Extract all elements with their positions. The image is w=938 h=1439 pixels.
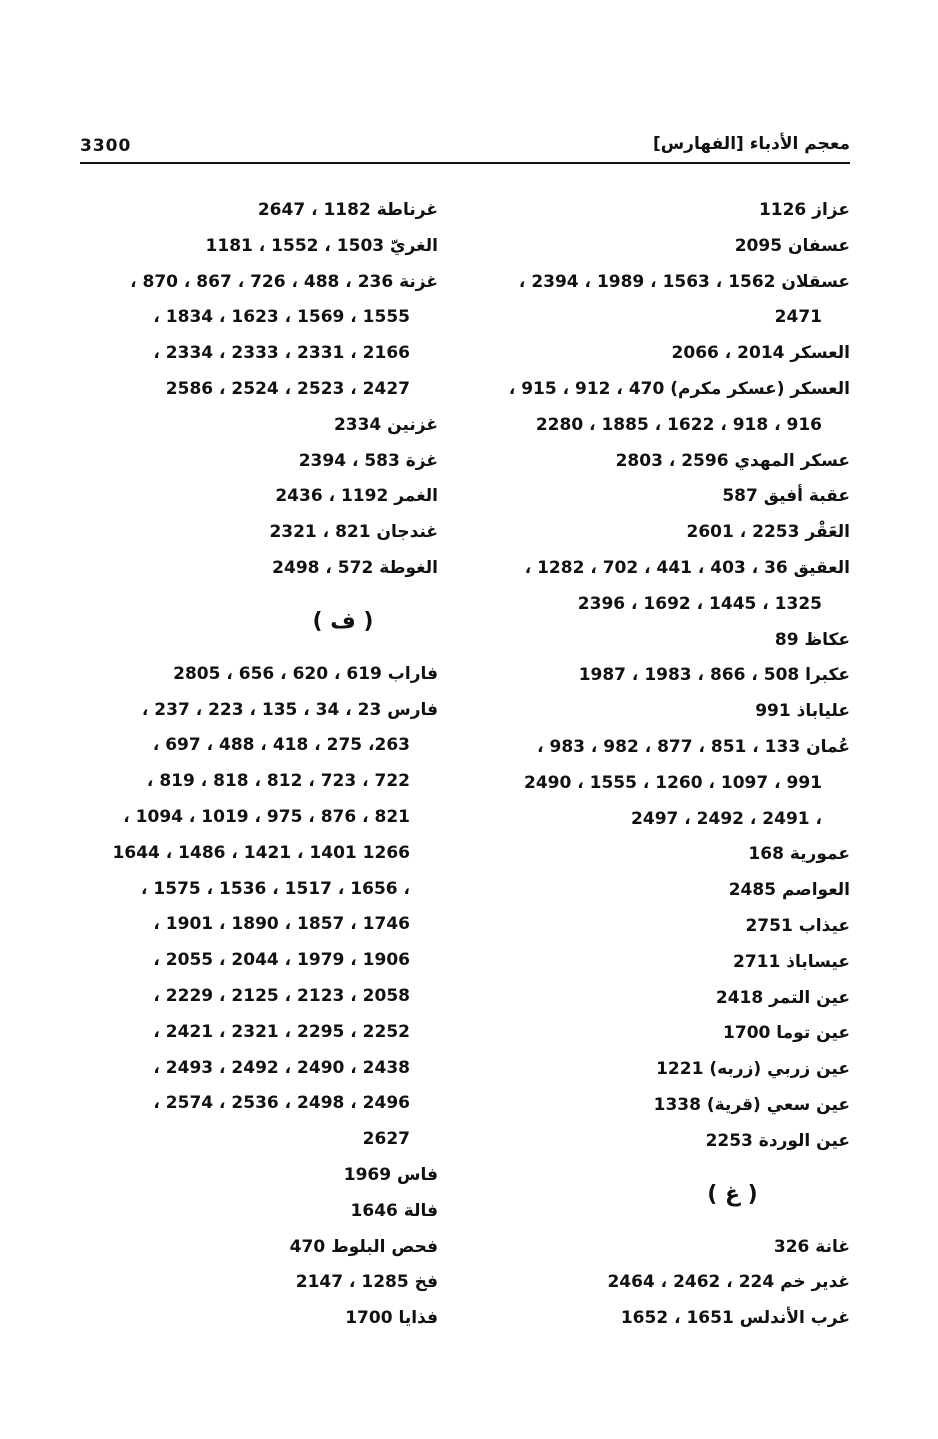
index-entry: عمورية 168 [748,844,850,865]
index-entry: فاراب 619 ، 620 ، 656 ، 2805 [173,663,438,684]
index-entry-continuation: 2438 ، 2490 ، 2492 ، 2493 ، [153,1057,410,1078]
index-entry: فالة 1646 [350,1200,438,1221]
index-entry: غرب الأندلس 1651 ، 1652 [620,1308,850,1329]
header-rule [80,162,850,164]
index-entry: غزة 583 ، 2394 [298,450,438,471]
index-entry: فحص البلوط 470 [289,1236,438,1257]
index-entry: عزاز 1126 [758,200,850,220]
index-entry-continuation: 1906 ، 1979 ، 2044 ، 2055 ، [153,950,410,971]
index-entry: علياباذ 991 [755,701,850,722]
index-entry: فاس 1969 [343,1164,438,1185]
index-entry: غزنة 236 ، 488 ، 726 ، 867 ، 870 ، [130,271,438,292]
index-entry-continuation: 916 ، 918 ، 1622 ، 1885 ، 2280 [535,414,822,435]
index-entry: عين التمر 2418 [715,987,850,1008]
index-entry-continuation: 2058 ، 2123 ، 2125 ، 2229 ، [153,985,410,1006]
index-entry: عقبة أفيق 587 [722,486,850,507]
index-entry-continuation: 1555 ، 1569 ، 1623 ، 1834 ، [153,307,410,328]
section-heading-fa: ( ف ) [312,608,374,634]
index-entry: عين زربي (زربه) 1221 [656,1059,850,1080]
index-entry-continuation: 1266 1401 ، 1421 ، 1486 ، 1644 [112,842,410,863]
index-entry: العقيق 36 ، 403 ، 441 ، 702 ، 1282 ، [524,557,850,578]
index-entry-continuation: ، 2491 ، 2492 ، 2497 [631,808,822,829]
index-entry: فخ 1285 ، 2147 [295,1272,438,1293]
index-entry: غندجان 821 ، 2321 [269,522,438,543]
index-entry: العواصم 2485 [728,880,850,901]
index-column-right [495,193,850,1337]
index-entry: العَقْر 2253 ، 2601 [686,522,850,543]
index-entry: غرناطة 1182 ، 2647 [257,200,438,220]
index-entry: عسكر المهدي 2596 ، 2803 [615,450,850,471]
index-entry-continuation: 263، 275 ، 418 ، 488 ، 697 ، [152,735,410,756]
index-entry: العسكر (عسكر مكرم) 470 ، 912 ، 915 ، [508,378,850,399]
index-entry: غدير خم 224 ، 2462 ، 2464 [607,1272,850,1293]
index-entry-continuation: 2427 ، 2523 ، 2524 ، 2586 [165,378,410,399]
index-entry-continuation: ، 1656 ، 1517 ، 1536 ، 1575 ، [141,878,410,899]
index-entry: عين الوردة 2253 [705,1130,850,1151]
index-entry-continuation: 2496 ، 2498 ، 2536 ، 2574 ، [153,1093,410,1114]
index-entry-continuation: 2166 ، 2331 ، 2333 ، 2334 ، [153,343,410,364]
index-entry: عيساباذ 2711 [733,951,850,972]
index-entry-continuation: 1325 ، 1445 ، 1692 ، 2396 [577,593,822,614]
index-entry-continuation: 722 ، 723 ، 812 ، 818 ، 819 ، [146,771,410,792]
index-entry: الغوطة 572 ، 2498 [272,557,438,578]
index-entry-continuation: 2627 [362,1129,410,1150]
index-entry-continuation: 2471 [774,307,822,328]
index-entry: الغمر 1192 ، 2436 [275,486,438,507]
index-entry: عكبرا 508 ، 866 ، 1983 ، 1987 [578,665,850,686]
index-entry-continuation: 1746 ، 1857 ، 1890 ، 1901 ، [153,914,410,935]
index-entry: عسقلان 1562 ، 1563 ، 1989 ، 2394 ، [518,271,850,292]
index-entry: فذايا 1700 [345,1308,438,1329]
index-entry: العسكر 2014 ، 2066 [671,343,850,364]
index-entry-continuation: 821 ، 876 ، 975 ، 1019 ، 1094 ، [123,806,410,827]
index-entry: غزنين 2334 [333,414,438,435]
index-entry: عيذاب 2751 [745,915,850,936]
book-title: معجم الأدباء [الفهارس] [652,134,850,154]
section-heading-ghain: ( غ ) [707,1181,758,1207]
index-entry: عين توما 1700 [723,1023,850,1044]
index-entry: غانة 326 [773,1236,850,1257]
index-entry: الغريّ 1503 ، 1552 ، 1181 [205,235,438,256]
index-entry: فارس 23 ، 34 ، 135 ، 223 ، 237 ، [141,699,438,720]
page-number: 3300 [80,136,132,156]
running-head [80,134,850,160]
index-entry-continuation: 2252 ، 2295 ، 2321 ، 2421 ، [153,1021,410,1042]
index-entry: عُمان 133 ، 851 ، 877 ، 982 ، 983 ، [537,736,850,757]
index-column-left [78,193,438,1337]
index-entry-continuation: 991 ، 1097 ، 1260 ، 1555 ، 2490 [524,772,822,793]
index-entry: عسفان 2095 [734,235,850,256]
index-entry: عين سعي (قرية) 1338 [653,1094,850,1115]
index-entry: عكاظ 89 [774,629,850,650]
